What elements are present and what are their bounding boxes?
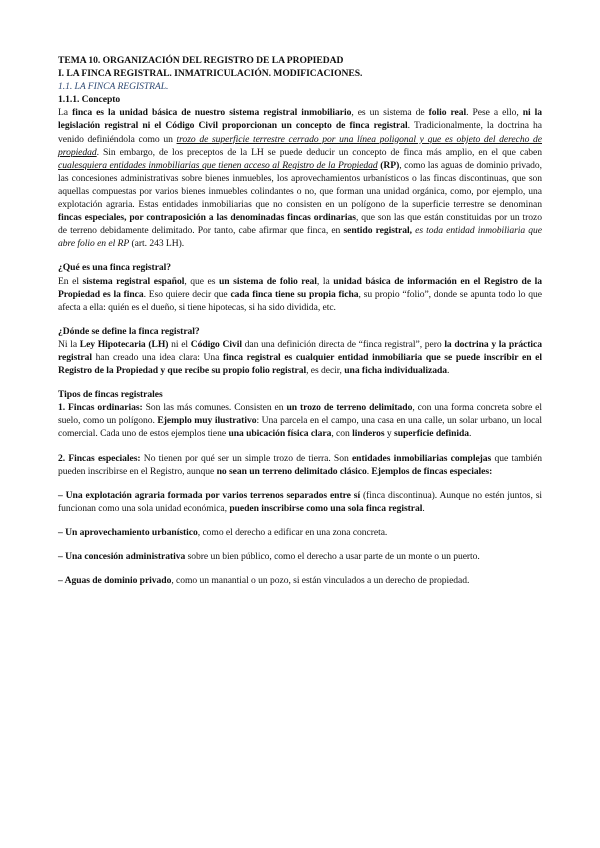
section-title: I. LA FINCA REGISTRAL. INMATRICULACIÓN. MODIFICACIONES. [58, 68, 363, 80]
ejemplo-explotacion-agraria: – Una explotación agraria formada por varios terrenos separados entre sí (finca discontinua). Aunque no estén juntos, si funcionan como una sola unidad económica, pueden inscribirse como una sola finca registral. [58, 489, 542, 514]
ejemplo-aguas: – Aguas de dominio privado, como un manantial o un pozo, si están vinculados a un derecho de propiedad. [58, 575, 470, 587]
fincas-especiales-paragraph: 2. Fincas especiales: No tienen por qué ser un simple trozo de tierra. Son entidades inmobiliarias complejas que también pueden inscribirse en el Registro, aunque no sean un terreno delimitado clásico. Ejemplos de fincas especiales: [58, 452, 543, 477]
tipos-title: Tipos de fincas registrales [58, 389, 163, 401]
concepto-title: 1.1.1. Concepto [58, 94, 121, 106]
fincas-ordinarias-paragraph: 1. Fincas ordinarias: Son las más comunes. Consisten en un trozo de terreno delimitado, con una forma concreta sobre el suelo, como un polígono. Ejemplo muy ilustrativo: Una parcela en el campo, una casa en una calle, un solar urbano, un local comercial. Cada uno de estos ejemplos tiene una ubicación física clara, con linderos y superficie definida. [58, 402, 542, 440]
document-page [58, 54, 542, 587]
ejemplo-concesion: – Una concesión administrativa sobre un bien público, como el derecho a usar parte de un monte o un puerto. [58, 551, 480, 562]
donde-paragraph: Ni la Ley Hipotecaria (LH) ni el Código Civil dan una definición directa de “finca registral”, pero la doctrina y la práctica registral han creado una idea clara: Una finca registral es cualquier entidad inmobiliaria que se puede inscribir en el Registro de la Propiedad y que recibe su propio folio registral, es decir, una ficha individualizada. [58, 338, 543, 377]
subsection-title: 1.1. LA FINCA REGISTRAL. [58, 81, 169, 93]
donde-title: ¿Dónde se define la finca registral? [58, 325, 200, 337]
que-es-paragraph: En el sistema registral español, que es un sistema de folio real, la unidad básica de información en el Registro de la Propiedad es la finca. Eso quiere decir que cada finca tiene su propia ficha, su propio “folio”, donde se apunta todo lo que afecta a ella: quién es el dueño, si tiene hipotecas, si ha sido dividida, etc. [58, 275, 542, 313]
que-es-title: ¿Qué es una finca registral? [58, 262, 172, 274]
ejemplo-aprovechamiento: – Un aprovechamiento urbanístico, como el derecho a edificar en una zona concreta. [58, 526, 388, 538]
tema-title: TEMA 10. ORGANIZACIÓN DEL REGISTRO DE LA PROPIEDAD [58, 55, 344, 66]
concepto-paragraph: La finca es la unidad básica de nuestro sistema registral inmobiliario, es un sistema de folio real. Pese a ello, ni la legislación registral ni el Código Civil proporcionan un concepto de finca registral. Tradicionalmente, la doctrina ha venido definiéndola como un trozo de superficie terrestre cerrado por una línea poligonal y que es objeto del derecho de propiedad. Sin embargo, de los preceptos de la LH se puede deducir un concepto de finca más amplio, en el que caben cualesquiera entidades inmobiliarias que tienen acceso al Registro de la Propiedad (RP), como las aguas de dominio privado, las concesiones administrativas sobre bienes inmuebles, los aprovechamientos urbanísticos o las fincas discontinuas, que son aquellas compuestas por varios bienes inmuebles colindantes o no, que forman una unidad orgánica, como, por ejemplo, una explotación agraria. Estas entidades inmobiliarias que no consisten en un polígono de la superficie terrestre se denominan fincas especiales, por contraposición a las denominadas fincas ordinarias, que son las que están constituidas por un trozo de terreno debidamente delimitado. Por tanto, cabe afirmar que finca, en sentido registral, es toda entidad inmobiliaria que abre folio en el RP (art. 243 LH). [58, 107, 543, 250]
